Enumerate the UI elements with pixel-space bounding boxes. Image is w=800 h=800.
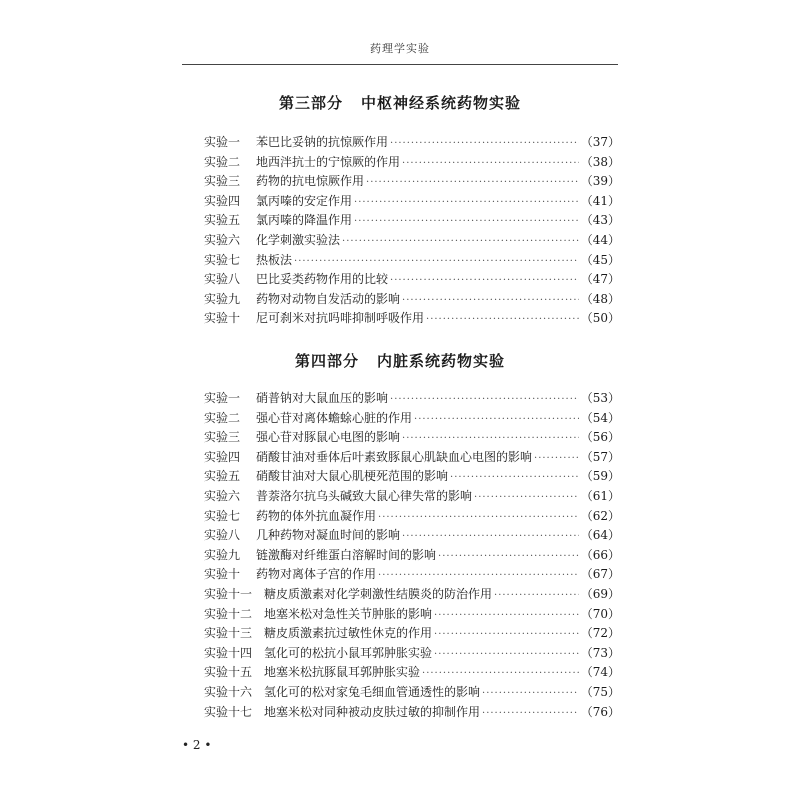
toc-entry-number: 实验十 <box>204 311 241 326</box>
toc-list-part4 <box>204 389 620 722</box>
toc-entry-title: 地西泮抗士的宁惊厥的作用 <box>256 154 401 169</box>
toc-entry-title: 地塞米松对急性关节肿胀的影响 <box>264 606 433 621</box>
toc-entry-page: （37） <box>580 135 620 149</box>
toc-entry-page: （61） <box>580 488 620 503</box>
toc-entry-title: 氢化可的松抗小鼠耳郭肿胀实验 <box>264 645 433 660</box>
toc-entry-number: 实验十一 <box>204 586 253 601</box>
toc-leader-dots <box>434 625 579 645</box>
toc-leader-dots <box>378 508 579 528</box>
toc-entry-title: 强心苷对离体蟾蜍心脏的作用 <box>256 410 413 425</box>
toc-entry <box>204 172 620 192</box>
toc-leader-dots <box>402 154 579 174</box>
toc-entry-page: （59） <box>580 469 620 484</box>
toc-leader-dots <box>450 468 579 488</box>
toc-leader-dots <box>366 173 579 193</box>
toc-entry <box>204 153 620 173</box>
section-title-part4 <box>0 350 800 371</box>
toc-entry <box>204 703 620 723</box>
toc-entry-number: 实验一 <box>204 391 241 405</box>
toc-entry-title: 氢化可的松对家兔毛细血管通透性的影响 <box>264 684 481 699</box>
toc-entry-title: 地塞米松对同种被动皮肤过敏的抑制作用 <box>264 704 481 719</box>
toc-entry-page: （39） <box>580 174 620 189</box>
toc-leader-dots <box>534 449 579 469</box>
toc-entry-number: 实验十六 <box>204 684 253 699</box>
toc-entry-page: （47） <box>580 272 620 287</box>
toc-entry-title: 强心苷对豚鼠心电图的影响 <box>256 430 401 445</box>
toc-entry-title: 硝酸甘油对垂体后叶素致豚鼠心肌缺血心电图的影响 <box>256 449 533 464</box>
toc-list-part3 <box>204 133 620 329</box>
toc-entry-page: （41） <box>580 193 620 208</box>
toc-leader-dots <box>342 232 579 252</box>
toc-entry-title: 链激酶对纤维蛋白溶解时间的影响 <box>256 547 437 562</box>
toc-entry-number: 实验六 <box>204 232 241 247</box>
toc-entry-title: 药物的抗电惊厥作用 <box>256 174 365 189</box>
toc-entry <box>204 192 620 212</box>
toc-entry-page: （73） <box>580 645 620 660</box>
toc-entry-number: 实验九 <box>204 547 241 562</box>
toc-leader-dots <box>390 390 579 410</box>
toc-entry <box>204 605 620 625</box>
section-heading: 中枢神经系统药物实验 <box>361 94 522 112</box>
toc-entry-number: 实验六 <box>204 488 241 503</box>
page-number: • 2 • <box>182 738 212 752</box>
toc-entry-number: 实验十七 <box>204 704 253 719</box>
toc-leader-dots <box>378 566 579 586</box>
toc-entry-title: 氯丙嗪的降温作用 <box>256 213 353 228</box>
toc-leader-dots <box>434 645 579 665</box>
toc-leader-dots <box>426 310 579 330</box>
toc-entry <box>204 663 620 683</box>
toc-leader-dots <box>482 704 579 724</box>
toc-entry <box>204 231 620 251</box>
toc-entry-number: 实验七 <box>204 508 241 523</box>
running-header: 药理学实验 <box>370 42 430 55</box>
toc-entry-page: （57） <box>580 449 620 464</box>
toc-entry-title: 硝酸甘油对大鼠心肌梗死范围的影响 <box>256 469 449 484</box>
toc-entry-page: （53） <box>580 391 620 405</box>
toc-leader-dots <box>294 252 579 272</box>
toc-entry-number: 实验四 <box>204 449 241 464</box>
section-label: 第四部分 <box>294 352 359 370</box>
toc-leader-dots <box>474 488 579 508</box>
toc-entry-number: 实验二 <box>204 154 241 169</box>
toc-entry-page: （44） <box>580 232 620 247</box>
toc-entry-page: （50） <box>580 311 620 326</box>
toc-entry <box>204 565 620 585</box>
toc-leader-dots <box>402 527 579 547</box>
toc-entry-number: 实验十三 <box>204 626 253 641</box>
toc-entry-title: 热板法 <box>256 252 293 267</box>
toc-entry-number: 实验二 <box>204 410 241 425</box>
toc-entry-number: 实验八 <box>204 528 241 543</box>
toc-entry <box>204 487 620 507</box>
header-rule <box>182 64 618 65</box>
toc-leader-dots <box>482 684 579 704</box>
toc-entry-page: （76） <box>580 704 620 719</box>
toc-entry-title: 普萘洛尔抗乌头碱致大鼠心律失常的影响 <box>256 488 473 503</box>
toc-entry-page: （48） <box>580 291 620 306</box>
toc-entry-title: 尼可刹米对抗吗啡抑制呼吸作用 <box>256 311 425 326</box>
toc-leader-dots <box>390 134 579 154</box>
toc-leader-dots <box>390 271 579 291</box>
toc-entry-page: （56） <box>580 430 620 445</box>
toc-entry-title: 苯巴比妥钠的抗惊厥作用 <box>256 135 389 149</box>
toc-entry <box>204 526 620 546</box>
toc-leader-dots <box>354 212 579 232</box>
toc-entry-title: 药物对离体子宫的作用 <box>256 567 377 582</box>
toc-entry-page: （43） <box>580 213 620 228</box>
toc-entry-page: （54） <box>580 410 620 425</box>
toc-entry-number: 实验十二 <box>204 606 253 621</box>
toc-entry-page: （38） <box>580 154 620 169</box>
toc-entry-page: （66） <box>580 547 620 562</box>
toc-entry-number: 实验五 <box>204 213 241 228</box>
toc-entry <box>204 448 620 468</box>
toc-entry-title: 药物的体外抗血凝作用 <box>256 508 377 523</box>
toc-leader-dots <box>434 606 579 626</box>
toc-entry-title: 几种药物对凝血时间的影响 <box>256 528 401 543</box>
toc-entry-number: 实验十 <box>204 567 241 582</box>
toc-entry-page: （64） <box>580 528 620 543</box>
toc-entry <box>204 133 620 153</box>
toc-entry-number: 实验七 <box>204 252 241 267</box>
toc-leader-dots <box>402 429 579 449</box>
toc-leader-dots <box>422 664 579 684</box>
toc-entry-title: 硝普钠对大鼠血压的影响 <box>256 391 389 405</box>
toc-entry-number: 实验九 <box>204 291 241 306</box>
toc-entry-title: 糖皮质激素抗过敏性休克的作用 <box>264 626 433 641</box>
toc-leader-dots <box>402 291 579 311</box>
toc-entry-title: 地塞米松抗豚鼠耳郭肿胀实验 <box>264 665 421 680</box>
section-label: 第三部分 <box>278 94 343 112</box>
toc-entry-page: （62） <box>580 508 620 523</box>
toc-entry-number: 实验一 <box>204 135 241 149</box>
toc-entry <box>204 467 620 487</box>
toc-entry-number: 实验八 <box>204 272 241 287</box>
toc-entry <box>204 251 620 271</box>
toc-leader-dots <box>494 586 579 606</box>
toc-entry-page: （74） <box>580 665 620 680</box>
toc-entry-page: （70） <box>580 606 620 621</box>
toc-entry <box>204 309 620 329</box>
toc-entry-title: 氯丙嗪的安定作用 <box>256 193 353 208</box>
toc-entry <box>204 644 620 664</box>
toc-entry-number: 实验四 <box>204 193 241 208</box>
toc-entry-page: （69） <box>580 586 620 601</box>
toc-entry <box>204 624 620 644</box>
toc-entry-page: （75） <box>580 684 620 699</box>
toc-entry-page: （72） <box>580 626 620 641</box>
toc-entry-number: 实验三 <box>204 174 241 189</box>
toc-entry-title: 糖皮质激素对化学刺激性结膜炎的防治作用 <box>264 586 493 601</box>
toc-entry-page: （67） <box>580 567 620 582</box>
toc-leader-dots <box>354 193 579 213</box>
toc-entry-number: 实验十四 <box>204 645 253 660</box>
toc-entry <box>204 683 620 703</box>
toc-entry <box>204 507 620 527</box>
toc-entry <box>204 211 620 231</box>
toc-entry <box>204 409 620 429</box>
toc-entry-title: 药物对动物自发活动的影响 <box>256 291 401 306</box>
toc-entry <box>204 428 620 448</box>
toc-entry-number: 实验十五 <box>204 665 253 680</box>
toc-entry <box>204 389 620 409</box>
toc-leader-dots <box>438 547 579 567</box>
toc-entry-title: 巴比妥类药物作用的比较 <box>256 272 389 287</box>
section-heading: 内脏系统药物实验 <box>377 352 506 370</box>
toc-entry-number: 实验五 <box>204 469 241 484</box>
toc-entry-page: （45） <box>580 252 620 267</box>
toc-entry-number: 实验三 <box>204 430 241 445</box>
toc-entry <box>204 585 620 605</box>
toc-entry-title: 化学刺激实验法 <box>256 232 341 247</box>
toc-leader-dots <box>414 410 579 430</box>
section-title-part3 <box>0 92 800 113</box>
toc-entry <box>204 546 620 566</box>
toc-entry <box>204 270 620 290</box>
toc-entry <box>204 290 620 310</box>
